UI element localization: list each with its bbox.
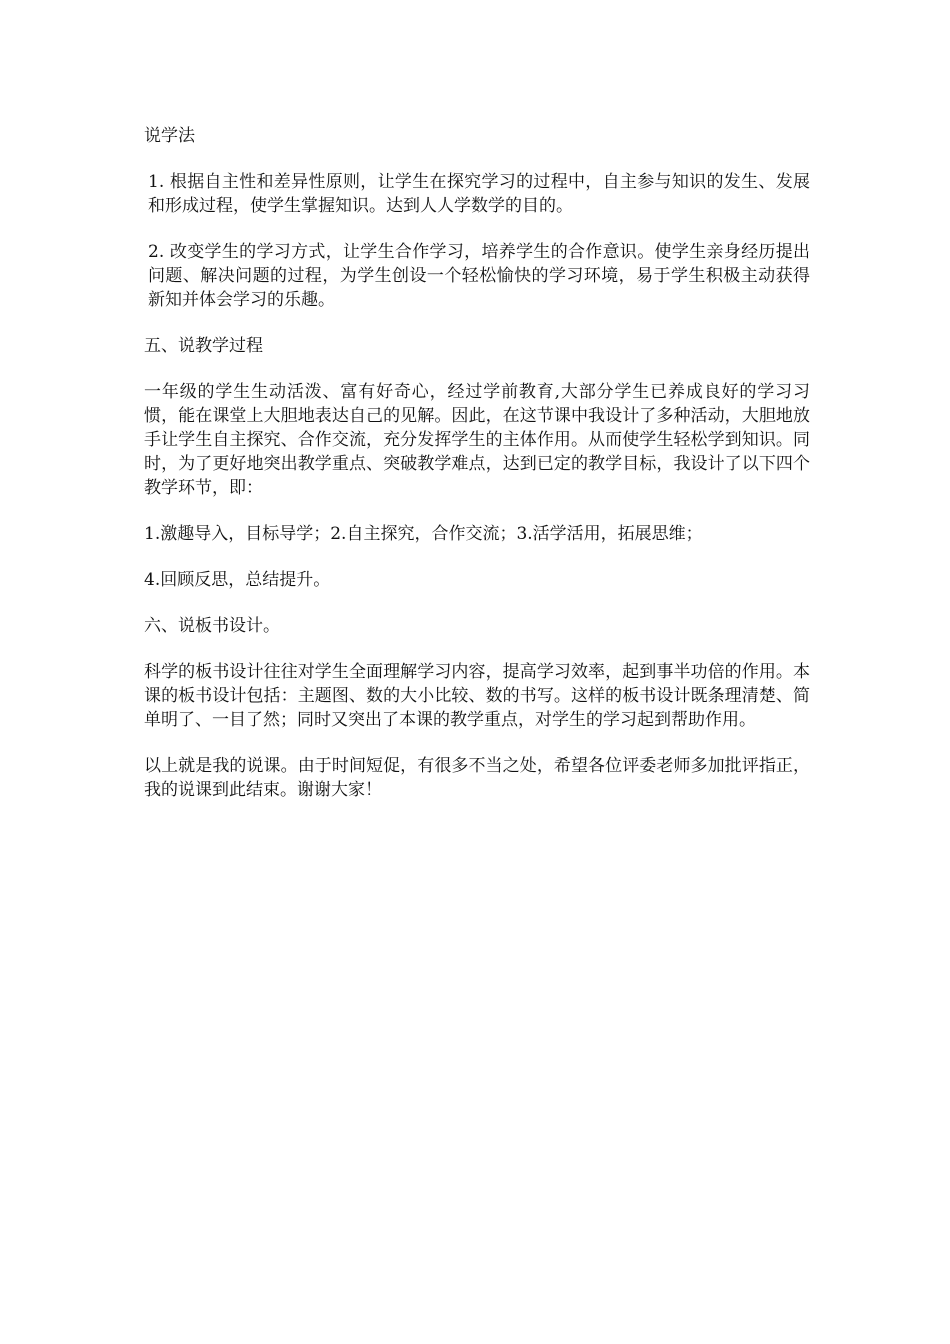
heading-board-design: 六、说板书设计。 — [144, 616, 280, 636]
board-design-text: 科学的板书设计往往对学生全面理解学习内容，提高学习效率，起到事半功倍的作用。本课的板书设计包括：主题图、数的大小比较、数的书写。这样的板书设计既条理清楚、简单明了、一目了然；同时又突出了本课的教学重点，对学生的学习起到帮助作用。 — [144, 662, 810, 730]
teaching-steps-line-1: 1.激趣导入，目标导学；2.自主探究，合作交流；3.活学活用，拓展思维； — [144, 524, 703, 544]
document-body — [144, 124, 810, 824]
heading-study-method: 说学法 — [144, 126, 195, 146]
study-method-item-2: 2. 改变学生的学习方式，让学生合作学习，培养学生的合作意识。使学生亲身经历提出问题、解决问题的过程，为学生创设一个轻松愉快的学习环境，易于学生积极主动获得新知并体会学习的乐趣。 — [148, 242, 810, 310]
heading-teaching-process: 五、说教学过程 — [144, 336, 263, 356]
teaching-steps-line-2: 4.回顾反思，总结提升。 — [144, 570, 331, 590]
study-method-item-1: 1. 根据自主性和差异性原则，让学生在探究学习的过程中，自主参与知识的发生、发展和形成过程，使学生掌握知识。达到人人学数学的目的。 — [148, 172, 810, 216]
closing-text: 以上就是我的说课。由于时间短促，有很多不当之处，希望各位评委老师多加批评指正，我的说课到此结束。谢谢大家！ — [144, 756, 810, 800]
teaching-process-intro: 一年级的学生生动活泼、富有好奇心，经过学前教育,大部分学生已养成良好的学习习惯，能在课堂上大胆地表达自己的见解。因此，在这节课中我设计了多种活动，大胆地放手让学生自主探究、合作交流，充分发挥学生的主体作用。从而使学生轻松学到知识。同时，为了更好地突出教学重点、突破教学难点，达到已定的教学目标，我设计了以下四个教学环节，即： — [144, 382, 810, 498]
